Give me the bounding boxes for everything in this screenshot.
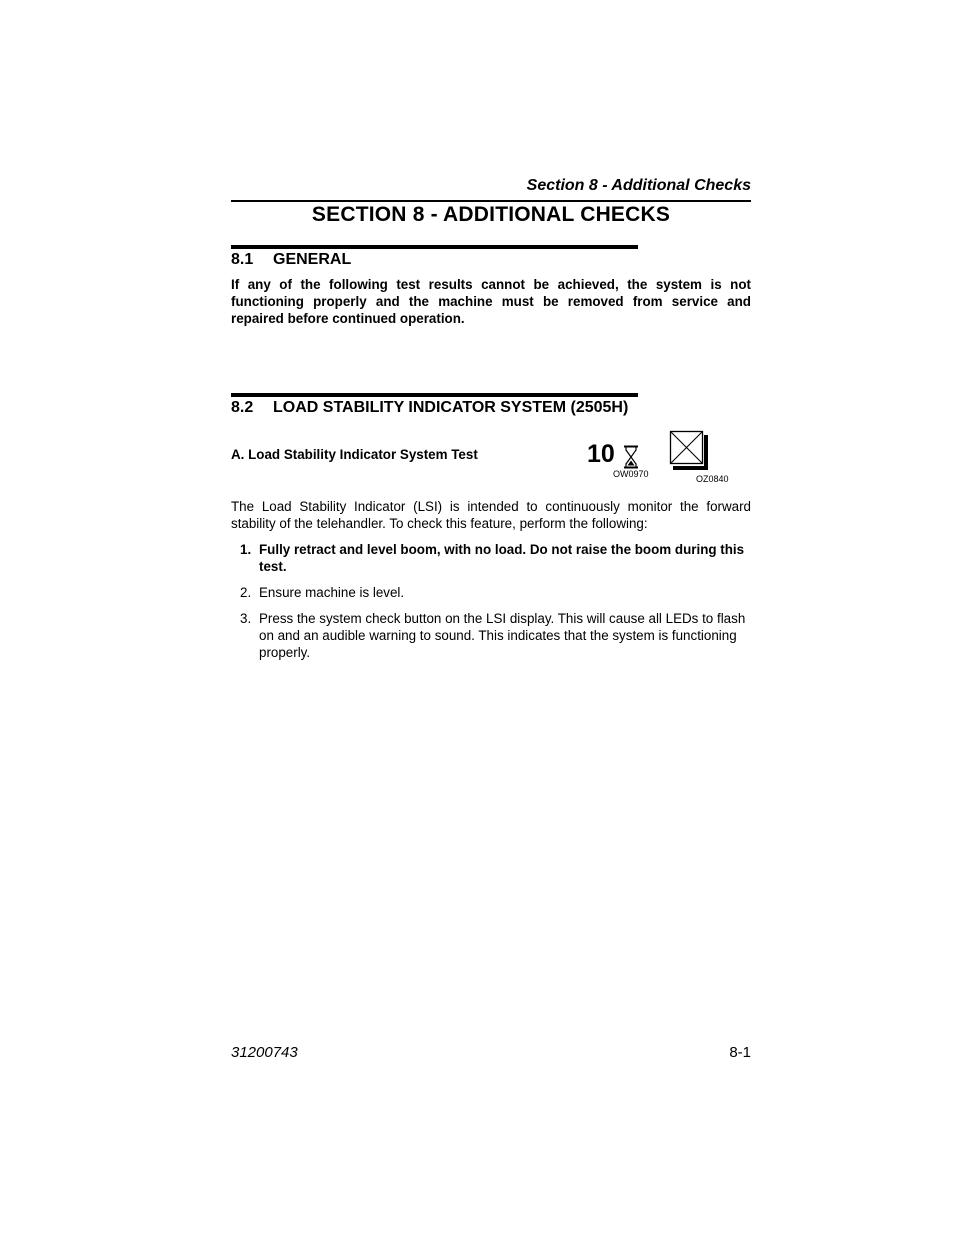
figure-code: OZ0840	[696, 474, 729, 484]
general-paragraph: If any of the following test results cannot be achieved, the system is not functioning properly and the machine must be removed from service and repaired before continued operation.	[231, 277, 751, 326]
running-header: Section 8 - Additional Checks	[526, 177, 751, 194]
step-number: 2.	[240, 585, 252, 600]
section-title: LOAD STABILITY INDICATOR SYSTEM (2505H)	[273, 399, 629, 416]
figure-timer	[587, 440, 657, 482]
section-heading-general	[231, 251, 351, 269]
figure-box	[669, 430, 739, 486]
section-title: GENERAL	[273, 251, 352, 268]
figure-code: OW0970	[613, 469, 649, 479]
header-rule	[231, 200, 751, 202]
section-number: 8.2	[231, 399, 254, 416]
list-item	[231, 610, 751, 661]
footer-page-number: 8-1	[729, 1044, 751, 1061]
step-number: 1.	[240, 542, 252, 557]
lsi-intro-paragraph: The Load Stability Indicator (LSI) is intended to continuously monitor the forward stability of the telehandler. To check this feature, perform the following:	[231, 499, 751, 531]
procedure-steps	[231, 541, 751, 670]
timer-value: 10	[587, 440, 615, 468]
hourglass-icon	[623, 445, 639, 469]
page-title: SECTION 8 - ADDITIONAL CHECKS	[311, 203, 671, 226]
step-number: 3.	[240, 611, 252, 626]
section-divider-bar	[231, 393, 638, 397]
step-text: Ensure machine is level.	[259, 585, 405, 600]
footer-doc-number: 31200743	[231, 1044, 298, 1061]
list-item	[231, 584, 751, 601]
box-check-icon	[669, 430, 713, 472]
step-text: Press the system check button on the LSI display. This will cause all LEDs to flash on and an audible warning to sound. This indicates that the system is functioning properly.	[259, 611, 746, 660]
list-item	[231, 541, 751, 575]
subheading-lsi-test: A. Load Stability Indicator System Test	[231, 447, 478, 462]
section-heading-lsi	[231, 399, 628, 417]
step-text: Fully retract and level boom, with no load. Do not raise the boom during this test.	[259, 542, 745, 574]
section-number: 8.1	[231, 251, 254, 268]
section-divider-bar	[231, 245, 638, 249]
